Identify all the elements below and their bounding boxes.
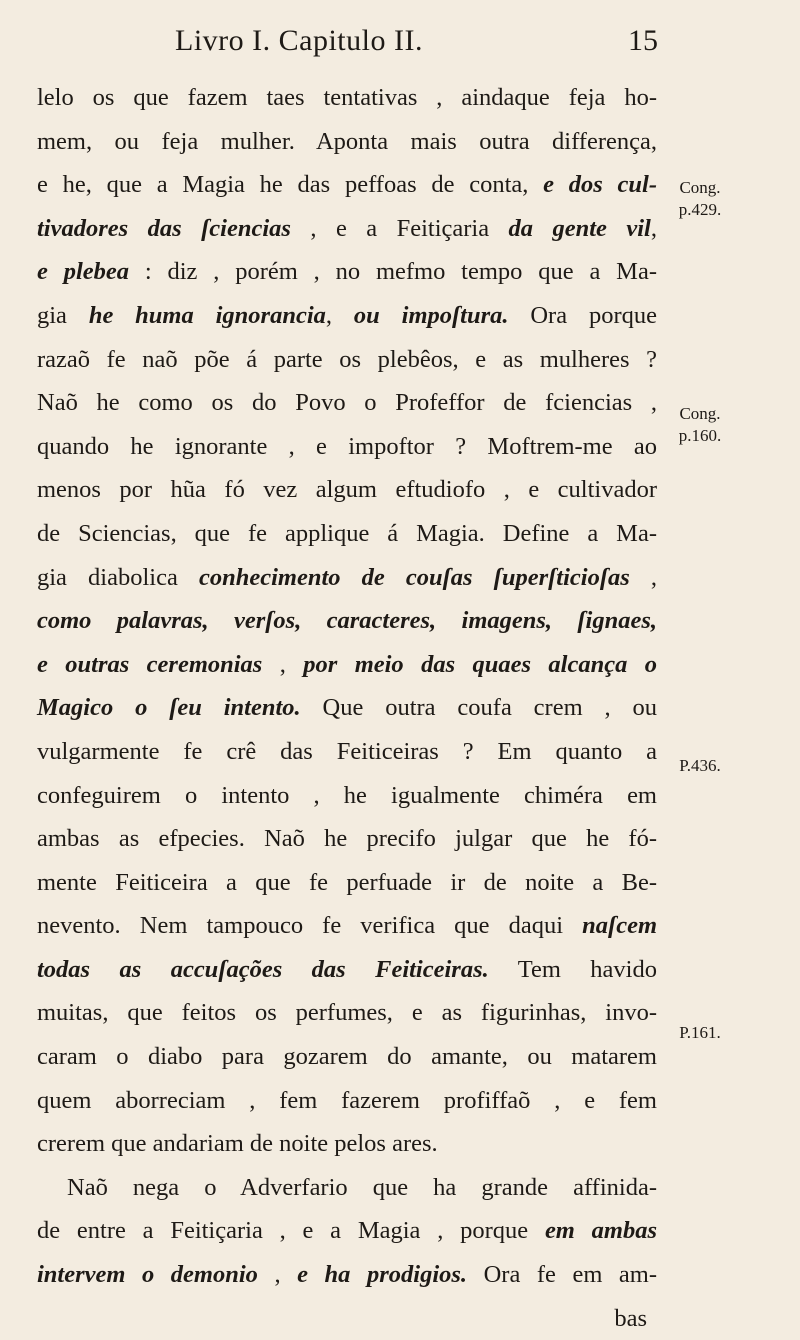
italic-text: da gente vil — [508, 214, 651, 242]
page-number: 15 — [628, 24, 658, 57]
margin-note: P.436. — [679, 756, 721, 775]
text-line — [37, 1166, 657, 1210]
text-segment: Tem havido — [488, 955, 657, 983]
margin-note: P.161. — [679, 1023, 721, 1042]
text-line — [37, 381, 657, 425]
text-line — [37, 1209, 657, 1253]
body-text — [37, 76, 657, 1340]
text-line — [37, 1079, 657, 1123]
text-segment: crerem que andariam de noite pelos ares. — [37, 1130, 438, 1158]
text-segment: razaõ fe naõ põe á parte os plebêos, e as mulheres ? — [37, 345, 657, 373]
text-line — [37, 599, 657, 643]
text-line — [37, 817, 657, 861]
text-line — [37, 904, 657, 948]
text-line — [37, 730, 657, 774]
text-line — [37, 76, 657, 120]
text-segment: : diz , porém , no mefmo tempo que a Ma- — [129, 258, 657, 286]
text-line — [37, 512, 657, 556]
text-line — [37, 294, 657, 338]
text-line — [37, 1035, 657, 1079]
text-segment: quando he ignorante , e impoftor ? Moftrem-me ao — [37, 432, 657, 460]
running-header — [0, 24, 800, 64]
margin-note: Cong. p.429. — [678, 178, 722, 219]
text-line — [37, 774, 657, 818]
text-line — [37, 338, 657, 382]
text-segment: Que outra coufa crem , ou — [300, 694, 658, 722]
text-segment: , — [650, 214, 657, 242]
text-line — [37, 468, 657, 512]
text-segment: mente Feiticeira a que fe perfuade ir de noite a Be- — [37, 868, 657, 896]
italic-text: e outras ceremonias — [37, 650, 263, 678]
text-segment: Ora fe em am- — [467, 1261, 658, 1289]
text-line — [37, 1253, 657, 1297]
text-segment: , — [257, 1261, 298, 1289]
italic-text: todas as accuſações das Feiticeiras. — [37, 955, 489, 983]
text-segment: vulgarmente fe crê das Feiticeiras ? Em quanto a — [37, 737, 657, 765]
text-segment: , — [325, 301, 354, 329]
text-line — [37, 163, 657, 207]
text-segment: , e a Feitiçaria — [290, 214, 509, 242]
text-segment: de Sciencias, que fe applique á Magia. Define a Ma- — [37, 519, 657, 547]
margin-note: Cong. p.160. — [678, 404, 722, 445]
text-segment: , — [262, 650, 304, 678]
italic-text: por meio das quaes alcança o — [303, 650, 657, 678]
text-line — [37, 861, 657, 905]
italic-text: naſcem — [582, 912, 657, 940]
text-line — [37, 120, 657, 164]
text-line — [37, 686, 657, 730]
text-segment: caram o diabo para gozarem do amante, ou matarem — [37, 1043, 657, 1071]
italic-text: Magico o ſeu intento. — [37, 694, 301, 722]
text-segment: e he, que a Magia he das peffoas de conta, — [37, 171, 544, 199]
text-segment: Ora porque — [508, 301, 657, 329]
text-line — [37, 207, 657, 251]
text-line — [37, 556, 657, 600]
text-segment: menos por hũa fó vez algum eftudiofo , e cultivador — [37, 476, 657, 504]
text-line — [37, 643, 657, 687]
text-segment: bas — [614, 1304, 647, 1332]
text-line — [37, 948, 657, 992]
italic-text: e ha prodigios. — [297, 1261, 468, 1289]
text-line — [37, 425, 657, 469]
text-segment: Naõ nega o Adverfario que ha grande affinida- — [67, 1173, 657, 1201]
text-line — [37, 250, 657, 294]
text-segment: mem, ou feja mulher. Aponta mais outra differença, — [37, 127, 657, 155]
text-line — [37, 991, 657, 1035]
italic-text: em ambas — [544, 1217, 657, 1245]
text-segment: Naõ he como os do Povo o Profeffor de fciencias , — [37, 389, 657, 417]
chapter-title: Livro I. Capitulo II. — [175, 24, 423, 57]
text-segment: ambas as efpecies. Naõ he precifo julgar que he fó- — [37, 825, 657, 853]
italic-text: como palavras, verſos, caracteres, imagens, ſignaes, — [37, 607, 657, 635]
text-segment: lelo os que fazem taes tentativas , aindaque feja ho- — [37, 84, 657, 111]
text-segment: , — [629, 563, 658, 591]
italic-text: tivadores das ſciencias — [37, 214, 291, 242]
text-segment: quem aborreciam , fem fazerem profiffaõ , e fem — [37, 1086, 657, 1114]
italic-text: e dos cul- — [543, 171, 657, 199]
text-segment: muitas, que feitos os perfumes, e as figurinhas, invo- — [37, 999, 657, 1027]
text-line — [37, 1297, 657, 1340]
text-line — [37, 1122, 657, 1166]
italic-text: he huma ignorancia — [88, 301, 326, 329]
text-segment: nevento. Nem tampouco fe verifica que daqui — [37, 912, 583, 940]
text-segment: confeguirem o intento , he igualmente chiméra em — [37, 781, 657, 809]
italic-text: intervem o demonio — [37, 1261, 258, 1289]
italic-text: conhecimento de couſas ſuperſticioſas — [198, 563, 630, 591]
italic-text: ou impoſtura. — [353, 301, 509, 329]
text-segment: gia — [37, 301, 89, 329]
text-segment: gia diabolica — [37, 563, 199, 591]
italic-text: e plebea — [37, 258, 130, 286]
text-segment: de entre a Feitiçaria , e a Magia , porque — [37, 1217, 545, 1245]
